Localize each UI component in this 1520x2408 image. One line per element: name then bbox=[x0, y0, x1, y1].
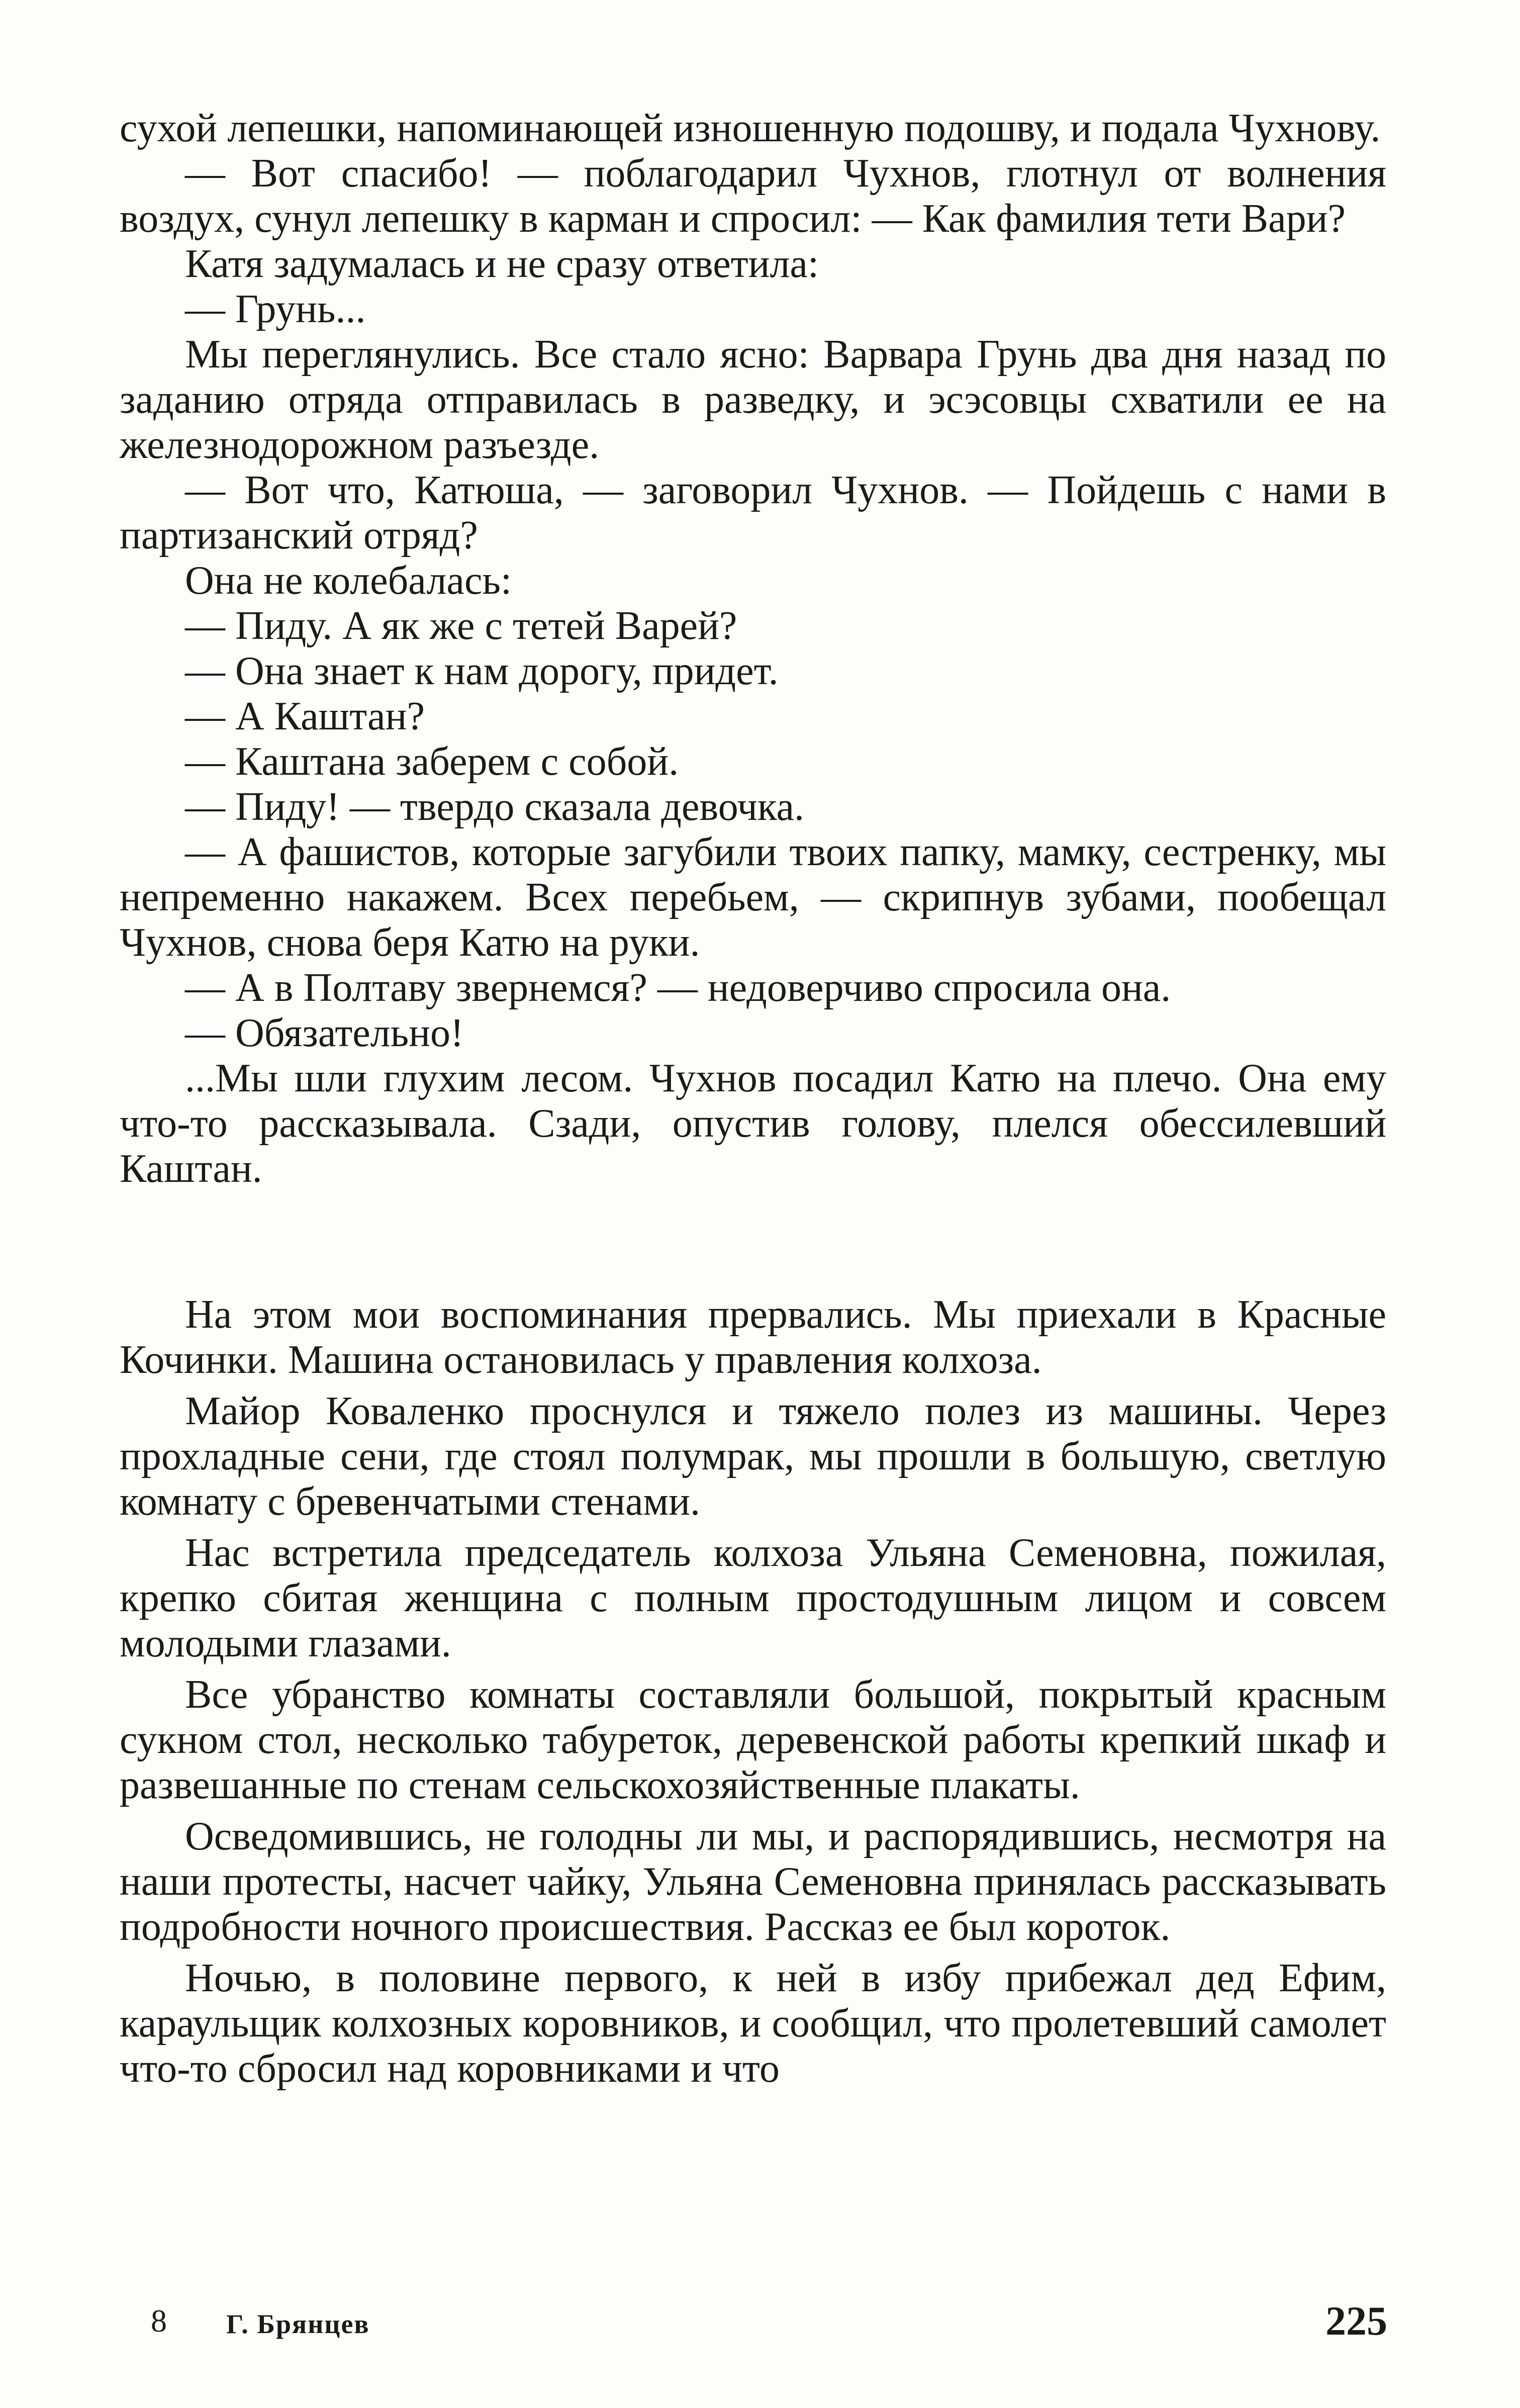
paragraph: Осведомившись, не голодны ли мы, и распорядившись, несмотря на наши протесты, насчет чайку, Ульяна Семеновна принялась рассказывать подробности ночного происшествия. Рассказ ее был короток. bbox=[120, 1814, 1386, 1949]
section-part2 bbox=[120, 1292, 1386, 2091]
paragraph: — Пиду! — твердо сказала девочка. bbox=[185, 785, 805, 829]
paragraph: Катя задумалась и не сразу ответила: bbox=[185, 242, 819, 286]
paragraph: — Пиду. А як же с тетей Варей? bbox=[185, 604, 737, 648]
section-part1 bbox=[120, 106, 1386, 1191]
paragraph: — А фашистов, которые загубили твоих папку, мамку, сестренку, мы непременно накажем. Всех перебьем, — скрипнув зубами, пообещал Чухнов, снова беря Катю на руки. bbox=[120, 830, 1386, 965]
page-text bbox=[120, 106, 1386, 2091]
page-footer bbox=[151, 2297, 1387, 2353]
signature-author: Г. Брянцев bbox=[226, 2309, 370, 2339]
paragraph: — Она знает к нам дорогу, придет. bbox=[185, 649, 779, 693]
paragraph: сухой лепешки, напоминающей изношенную подошву, и подала Чухнову. bbox=[120, 106, 1381, 150]
paragraph: — Грунь... bbox=[185, 287, 366, 331]
paragraph: Она не колебалась: bbox=[185, 559, 512, 603]
paragraph: — Вот что, Катюша, — заговорил Чухнов. — Пойдешь с нами в партизанский отряд? bbox=[120, 468, 1386, 558]
paragraph: Все убранство комнаты составляли большой, покрытый красным сукном стол, несколько табуреток, деревенской работы крепкий шкаф и развешанные по стенам сельскохозяйственные плакаты. bbox=[120, 1673, 1386, 1807]
paragraph: — Вот спасибо! — поблагодарил Чухнов, глотнул от волнения воздух, сунул лепешку в карман и спросил: — Как фамилия тети Вари? bbox=[120, 151, 1386, 241]
section-break bbox=[120, 1191, 1386, 1292]
paragraph: Майор Коваленко проснулся и тяжело полез из машины. Через прохладные сени, где стоял полумрак, мы прошли в большую, светлую комнату с бревенчатыми стенами. bbox=[120, 1389, 1386, 1524]
paragraph: — А в Полтаву звернемся? — недоверчиво спросила она. bbox=[185, 966, 1171, 1010]
paragraph: Нас встретила председатель колхоза Ульяна Семеновна, пожилая, крепко сбитая женщина с полным простодушным лицом и совсем молодыми глазами. bbox=[120, 1531, 1386, 1665]
paragraph: — А Каштан? bbox=[185, 694, 425, 738]
paragraph: На этом мои воспоминания прервались. Мы приехали в Красные Кочинки. Машина остановилась у правления колхоза. bbox=[120, 1292, 1386, 1382]
paragraph: — Каштана заберем с собой. bbox=[185, 739, 679, 784]
signature-number: 8 bbox=[151, 2303, 167, 2339]
paragraph: Мы переглянулись. Все стало ясно: Варвара Грунь два дня назад по заданию отряда отправилась в разведку, и эсэсовцы схватили ее на железнодорожном разъезде. bbox=[120, 332, 1386, 467]
paragraph: Ночью, в половине первого, к ней в избу прибежал дед Ефим, караульщик колхозных коровников, и сообщил, что пролетевший самолет что-то сбросил над коровниками и что bbox=[120, 1956, 1386, 2091]
paragraph: — Обязательно! bbox=[185, 1011, 464, 1055]
paragraph: ...Мы шли глухим лесом. Чухнов посадил Катю на плечо. Она ему что-то рассказывала. Сзади, опустив голову, плелся обессилевший Каштан. bbox=[120, 1056, 1386, 1191]
page-number: 225 bbox=[1325, 2298, 1387, 2344]
